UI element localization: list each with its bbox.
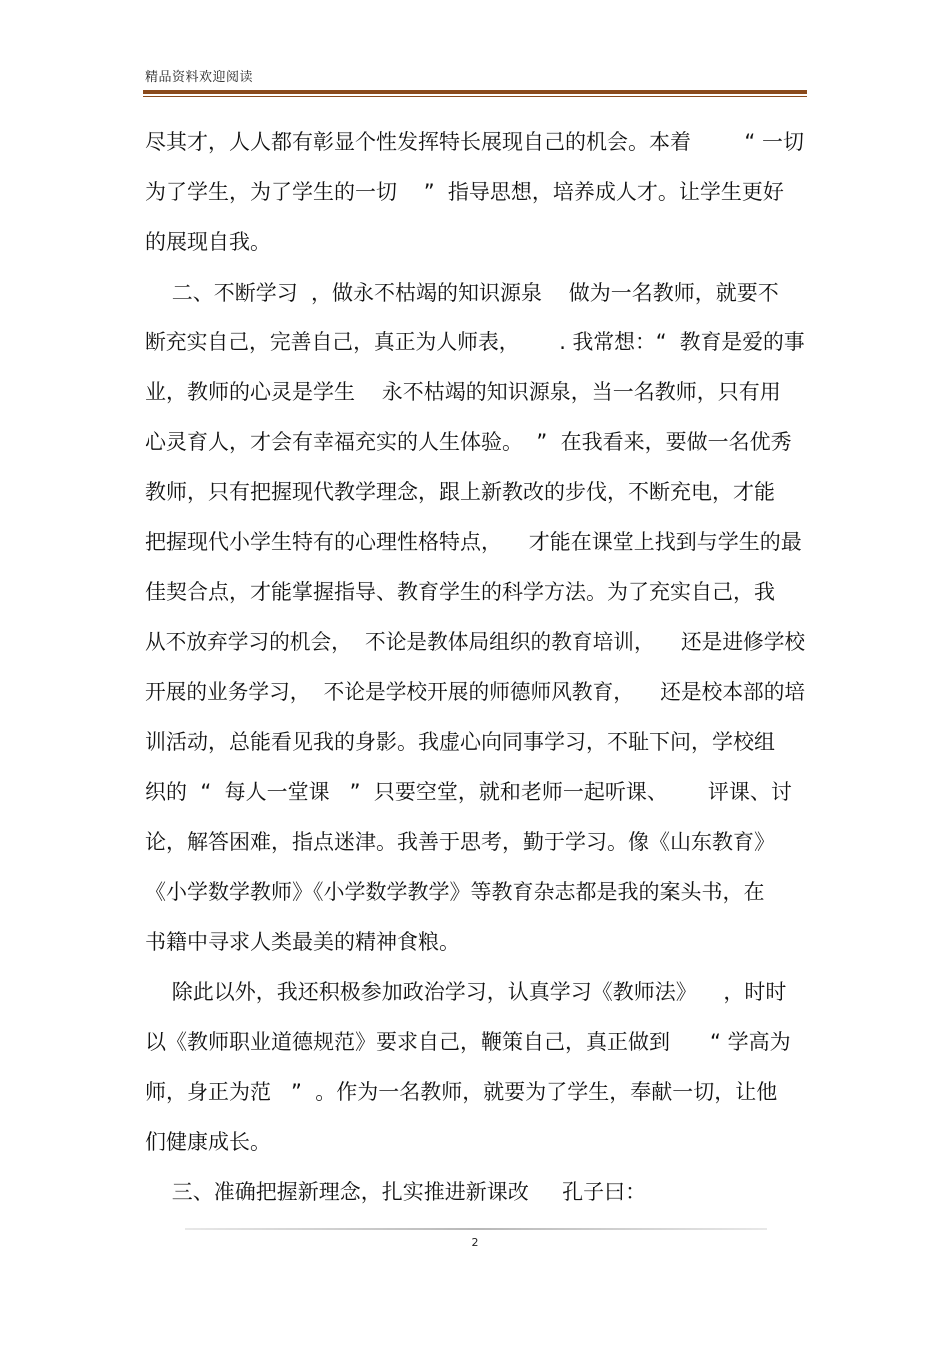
page-header: 精品资料欢迎阅读 [145, 70, 254, 85]
body-line: 教师，只有把握现代教学理念，跟上新教改的步伐，不断充电，才能 [145, 480, 775, 504]
body-line: 从不放弃学习的机会， 不论是教体局组织的教育培训， 还是进修学校 [145, 630, 806, 654]
body-line: 三、准确把握新理念，扎实推进新课改 孔子曰： [145, 1180, 647, 1204]
body-line: 断充实自己，完善自己，真正为人师表， . 我常想：“ 教育是爱的事 [145, 330, 805, 354]
body-line: 尽其才，人人都有彰显个性发挥特长展现自己的机会。本着 “ 一切 [145, 130, 804, 154]
body-line: 织的 “ 每人一堂课 ” 只要空堂，就和老师一起听课、 评课、讨 [145, 780, 792, 804]
body-line: 《小学数学教师》《小学数学教学》等教育杂志都是我的案头书，在 [145, 880, 765, 904]
page-number: 2 [471, 1236, 479, 1249]
body-line: 们健康成长。 [145, 1130, 271, 1154]
body-line: 业，教师的心灵是学生 永不枯竭的知识源泉，当一名教师，只有用 [145, 380, 781, 404]
body-line: 训活动，总能看见我的身影。我虚心向同事学习，不耻下问，学校组 [145, 730, 775, 754]
body-line: 以《教师职业道德规范》要求自己，鞭策自己，真正做到 “ 学高为 [145, 1030, 791, 1054]
body-line: 的展现自我。 [145, 230, 271, 254]
body-line: 为了学生，为了学生的一切 ” 指导思想，培养成人才。让学生更好 [145, 180, 784, 204]
body-line: 开展的业务学习， 不论是学校开展的师德师风教育， 还是校本部的培 [145, 680, 806, 704]
body-line: 佳契合点，才能掌握指导、教育学生的科学方法。为了充实自己，我 [145, 580, 775, 604]
body-line: 书籍中寻求人类最美的精神食粮。 [145, 930, 460, 954]
footer-rule [185, 1228, 767, 1230]
body-line: 师，身正为范 ” 。作为一名教师，就要为了学生，奉献一切，让他 [145, 1080, 778, 1104]
body-line: 把握现代小学生特有的心理性格特点， 才能在课堂上找到与学生的最 [145, 530, 802, 554]
body-line: 心灵育人，才会有幸福充实的人生体验。 ” 在我看来，要做一名优秀 [145, 430, 792, 454]
header-rule-thin [143, 96, 807, 97]
body-line: 除此以外，我还积极参加政治学习，认真学习《教师法》 ，时时 [145, 980, 787, 1004]
body-line: 二、不断学习 ，做永不枯竭的知识源泉 做为一名教师，就要不 [145, 281, 779, 305]
header-rule [143, 90, 807, 94]
body-line: 论，解答困难，指点迷津。我善于思考，勤于学习。像《山东教育》 [145, 830, 775, 854]
